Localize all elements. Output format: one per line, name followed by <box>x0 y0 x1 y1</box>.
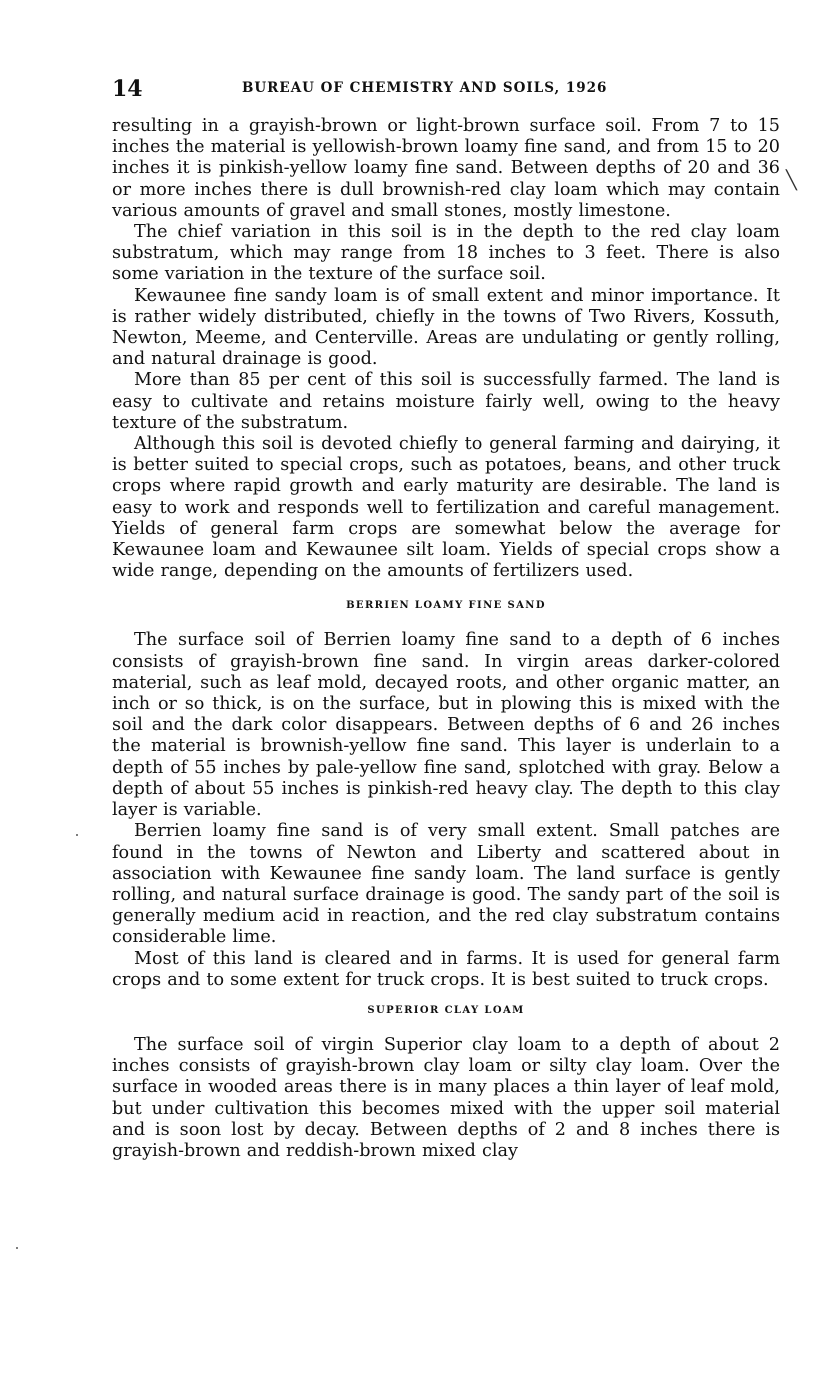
paragraph-extent: Kewaunee fine sandy loam is of small extent and minor importance. It is rather widely distributed, chiefly in the towns of Two Rivers, Kossuth, Newton, Meeme, and Centerville. Areas are undulating or gently rolling, and natural drainage is good. <box>112 285 780 370</box>
paragraph-variation: The chief variation in this soil is in the depth to the red clay loam substratum, which may range from 18 inches to 3 feet. There is also some variation in the texture of the surface soil. <box>112 222 780 285</box>
paragraph-berrien-extent: Berrien loamy fine sand is of very small extent. Small patches are found in the towns of Newton and Liberty and scattered about in association with Kewaunee fine sandy loam. The land surface is gently rolling, and natural surface drainage is good. The sandy part of the soil is generally medium acid in reaction, and the red clay substratum contains considerable lime. <box>112 821 780 948</box>
section-heading-superior: SUPERIOR CLAY LOAM <box>367 1004 525 1016</box>
paragraph-berrien-use: Most of this land is cleared and in farms. It is used for general farm crops and to some extent for truck crops. It is best suited to truck crops. <box>112 948 780 990</box>
page-number: 14 <box>112 76 143 102</box>
paragraph-superior-surface: The surface soil of virgin Superior clay loam to a depth of about 2 inches consists of grayish-brown clay loam or silty clay loam. Over the surface in wooded areas there is in many places a thin layer of leaf mold, but under cultivation this becomes mixed with the upper soil material and is soon lost by decay. Between depths of 2 and 8 inches there is grayish-brown and reddish-brown mixed clay <box>112 1034 780 1161</box>
section-heading-berrien: BERRIEN LOAMY FINE SAND <box>346 600 546 612</box>
paragraph-berrien-surface: The surface soil of Berrien loamy fine sand to a depth of 6 inches consists of grayish-brown fine sand. In virgin areas darker-colored material, such as leaf mold, decayed roots, and other organic matter, an inch or so thick, is on the surface, but in plowing this is mixed with the soil and the dark color disappears. Between depths of 6 and 26 inches the material is brownish-yellow fine sand. This layer is underlain to a depth of 55 inches by pale-yellow fine sand, splotched with gray. Below a depth of about 55 inches is pinkish-red heavy clay. The depth to this clay layer is variable. <box>112 630 780 821</box>
paragraph-crops: Although this soil is devoted chiefly to general farming and dairying, it is better suited to special crops, such as potatoes, beans, and other truck crops where rapid growth and early maturity are desirable. The land is easy to work and responds well to fertilization and careful management. Yields of general farm crops are somewhat below the average for Kewaunee loam and Kewaunee silt loam. Yields of special crops show a wide range, depending on the amounts of fertilizers used. <box>112 434 780 582</box>
running-head <box>112 76 780 102</box>
document-page <box>112 76 780 1162</box>
scan-speck <box>16 1247 18 1249</box>
margin-tick-mark: ╲ <box>786 170 797 191</box>
paragraph-farmed: More than 85 per cent of this soil is successfully farmed. The land is easy to cultivate and retains moisture fairly well, owing to the heavy texture of the substratum. <box>112 370 780 433</box>
paragraph-continued: resulting in a grayish-brown or light-brown surface soil. From 7 to 15 inches the material is yellowish-brown loamy fine sand, and from 15 to 20 inches it is pinkish-yellow loamy fine sand. Between depths of 20 and 36 or more inches there is dull brownish-red clay loam which may contain various amounts of gravel and small stones, mostly limestone. <box>112 116 780 221</box>
running-title: BUREAU OF CHEMISTRY AND SOILS, 1926 <box>242 80 608 96</box>
scan-speck <box>76 834 78 836</box>
